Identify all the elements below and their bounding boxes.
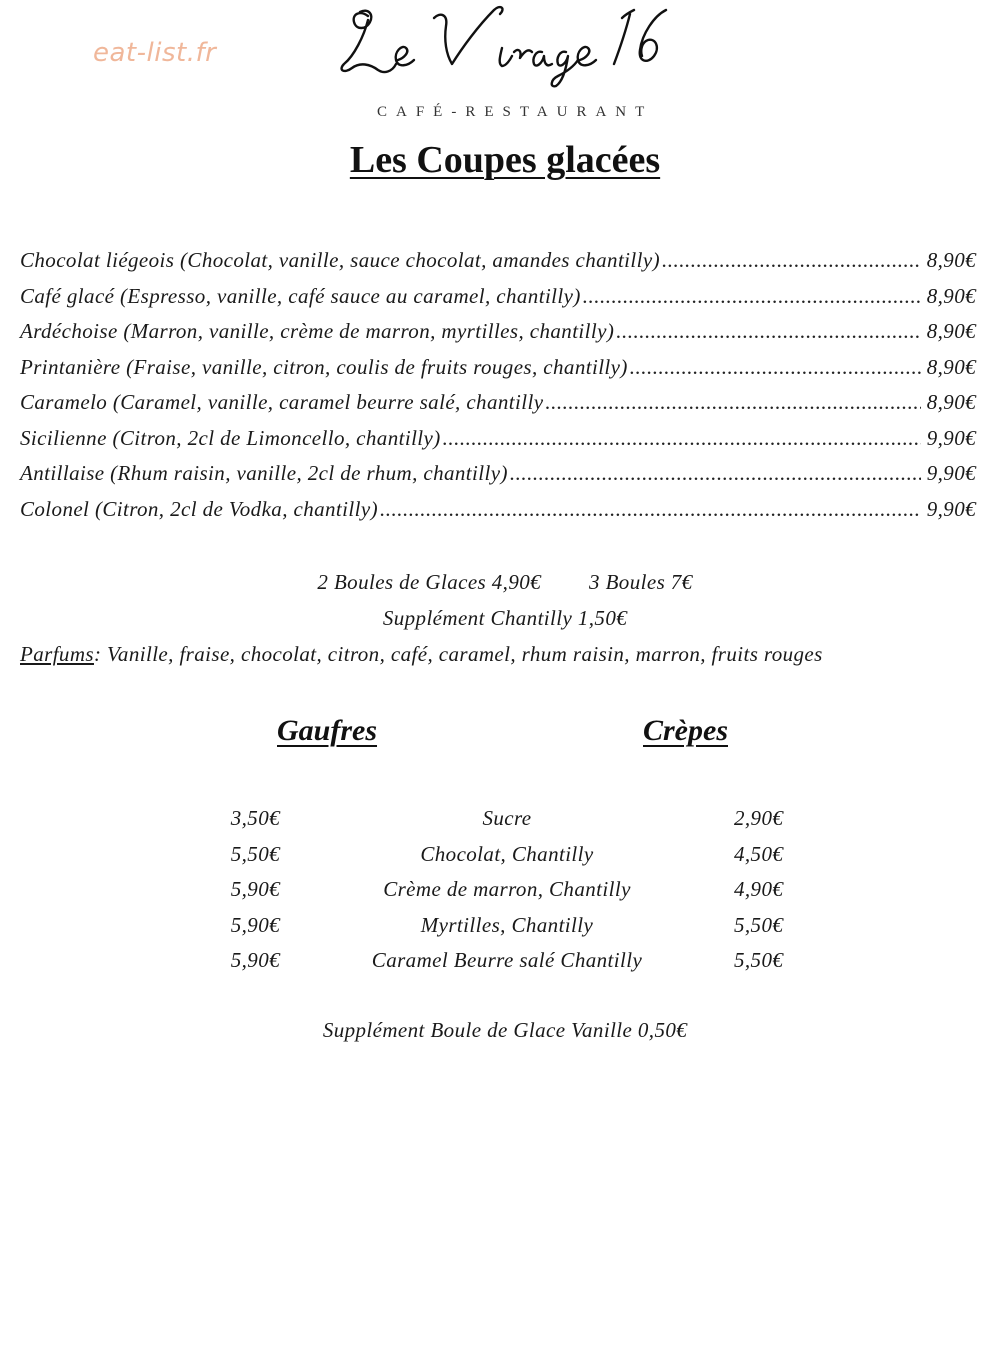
list-item	[20, 426, 976, 462]
dot-leader	[630, 355, 921, 380]
crepe-price: 4,90€	[734, 877, 784, 901]
item-price: 8,90€	[926, 248, 976, 272]
gaufres-title: Gaufres	[277, 714, 378, 747]
restaurant-subtitle: CAFÉ-RESTAURANT	[377, 104, 654, 120]
dot-leader	[443, 426, 921, 451]
watermark-text: eat-list.fr	[93, 38, 217, 68]
item-name: Chocolat liégeois (Chocolat, vanille, sauce chocolat, amandes chantilly)	[20, 248, 661, 272]
item-name: Ardéchoise (Marron, vanille, crème de marron, myrtilles, chantilly)	[20, 319, 615, 343]
item-name: Antillaise (Rhum raisin, vanille, 2cl de rhum, chantilly)	[20, 461, 508, 485]
dot-leader	[380, 497, 921, 522]
gaufre-price: 5,50€	[230, 841, 280, 866]
item-price: 8,90€	[926, 283, 976, 308]
gaufre-price: 3,50€	[230, 806, 280, 830]
list-item	[20, 284, 976, 320]
two-scoops-price: 2 Boules de Glaces 4,90€	[317, 570, 542, 594]
topping-name: Chocolat, Chantilly	[420, 841, 594, 866]
dot-leader	[510, 461, 921, 486]
dot-leader	[616, 319, 920, 344]
ice-cream-supplement: Supplément Boule de Glace Vanille 0,50€	[322, 1018, 688, 1042]
list-item	[20, 319, 976, 355]
item-name: Colonel (Citron, 2cl de Vodka, chantilly)	[20, 496, 378, 521]
scoops-prices	[0, 570, 989, 595]
table-row	[200, 842, 820, 878]
item-price: 9,90€	[926, 461, 976, 485]
list-item	[20, 390, 976, 426]
gaufre-price: 5,90€	[230, 948, 280, 972]
coupes-list	[20, 248, 976, 532]
list-item	[20, 248, 976, 284]
topping-name: Myrtilles, Chantilly	[420, 912, 594, 937]
three-scoops-price: 3 Boules 7€	[589, 570, 693, 594]
dot-leader	[583, 284, 921, 309]
item-name: Sicilienne (Citron, 2cl de Limoncello, chantilly)	[20, 425, 441, 450]
crepes-title: Crèpes	[643, 714, 728, 747]
topping-name: Caramel Beurre salé Chantilly	[371, 948, 643, 972]
dot-leader	[545, 390, 920, 415]
crepe-price: 5,50€	[734, 948, 784, 972]
list-item	[20, 355, 976, 391]
table-row	[200, 806, 820, 842]
item-price: 9,90€	[926, 425, 976, 450]
topping-name: Crème de marron, Chantilly	[383, 877, 631, 901]
gaufre-price: 5,90€	[230, 912, 280, 937]
item-price: 9,90€	[926, 496, 976, 521]
item-price: 8,90€	[926, 354, 976, 379]
parfums-list: : Vanille, fraise, chocolat, citron, café, caramel, rhum raisin, marron, fruits rouges	[93, 642, 823, 666]
item-name: Café glacé (Espresso, vanille, café sauce au caramel, chantilly)	[20, 283, 581, 308]
item-name: Caramelo (Caramel, vanille, caramel beurre salé, chantilly	[20, 390, 544, 414]
chantilly-supplement: Supplément Chantilly 1,50€	[382, 606, 628, 630]
restaurant-logo	[330, 0, 700, 90]
crepe-price: 4,50€	[734, 841, 784, 866]
item-name: Printanière (Fraise, vanille, citron, coulis de fruits rouges, chantilly)	[20, 354, 628, 379]
parfums-line	[20, 642, 823, 667]
crepe-price: 5,50€	[734, 912, 784, 937]
list-item	[20, 461, 976, 497]
table-row	[200, 877, 820, 913]
table-row	[200, 948, 820, 984]
topping-name: Sucre	[482, 806, 532, 830]
dot-leader	[662, 248, 921, 273]
item-price: 8,90€	[926, 390, 976, 414]
coupes-title: Les Coupes glacées	[349, 139, 661, 181]
crepe-price: 2,90€	[734, 806, 784, 830]
gaufres-crepes-table	[200, 806, 820, 984]
gaufre-price: 5,90€	[230, 877, 280, 901]
list-item	[20, 497, 976, 533]
parfums-label: Parfums	[20, 642, 94, 666]
item-price: 8,90€	[926, 319, 976, 343]
table-row	[200, 913, 820, 949]
